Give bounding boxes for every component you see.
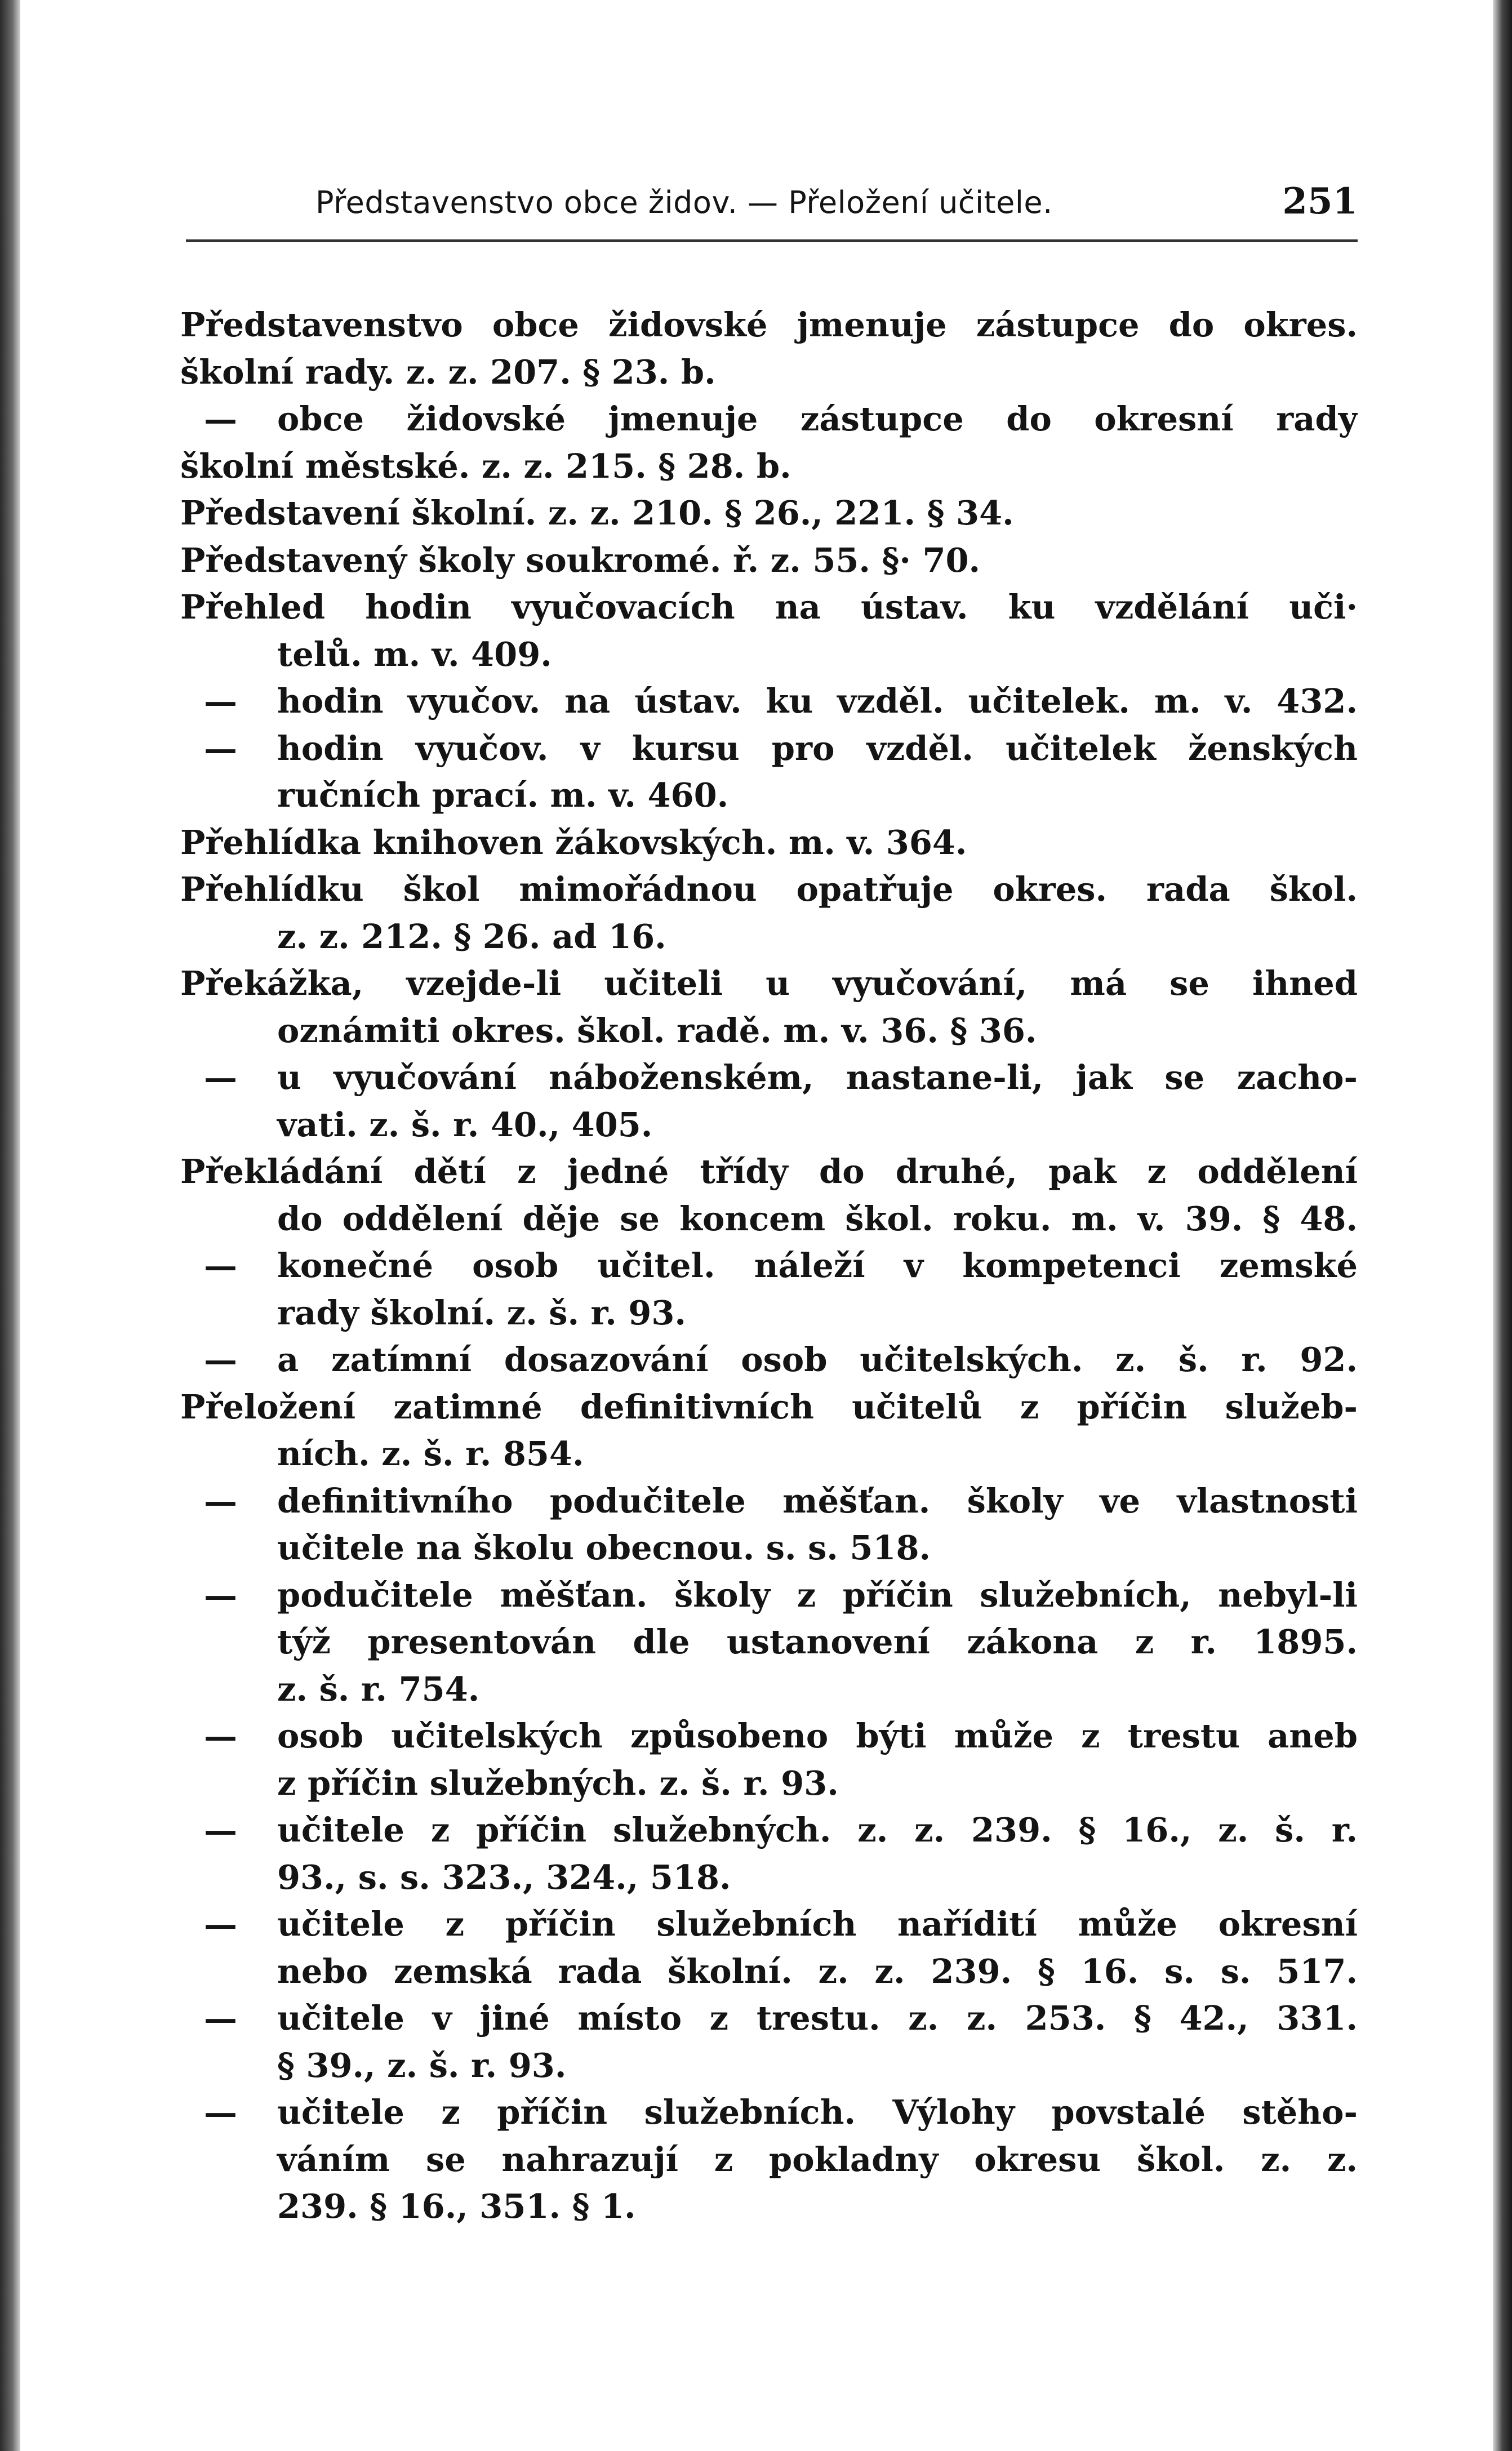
line-text: váním se nahrazují z pokladny okresu škol. z. z.	[277, 2139, 1358, 2179]
line-text: hodin vyučov. v kursu pro vzděl. učitelek ženských	[277, 728, 1358, 768]
line-text: § 39., z. š. r. 93.	[277, 2045, 567, 2085]
scan-edge-right	[1493, 0, 1512, 2451]
line-text: u vyučování náboženském, nastane-li, jak se zacho-	[277, 1058, 1358, 1097]
entry-line	[180, 301, 1358, 349]
subentry-line	[180, 678, 1358, 725]
subentry-line	[180, 395, 1358, 443]
line-text: týž presentován dle ustanovení zákona z r. 1895.	[277, 1622, 1358, 1661]
subentry-line	[180, 1712, 1358, 1760]
subentry-line	[180, 1572, 1358, 1619]
em-dash-marker	[180, 1712, 277, 1760]
em-dash-marker	[180, 1995, 277, 2042]
em-dash-marker	[180, 678, 277, 725]
entry-line	[180, 960, 1358, 1007]
line-text: Přeložení zatimné definitivních učitelů z příčin služeb-	[180, 1387, 1358, 1426]
em-dash-marker	[180, 1807, 277, 1854]
line-text: do oddělení děje se koncem škol. roku. m. v. 39. § 48.	[277, 1199, 1358, 1238]
continuation-line	[180, 1524, 1358, 1572]
entry-line	[180, 1148, 1358, 1195]
line-text: ručních prací. m. v. 460.	[277, 776, 729, 815]
line-text: učitele na školu obecnou. s. s. 518.	[277, 1528, 931, 1567]
continuation-line	[180, 913, 1358, 960]
line-text: rady školní. z. š. r. 93.	[277, 1293, 686, 1332]
line-text: podučitele měšťan. školy z příčin služebních, nebyl-li	[277, 1575, 1358, 1614]
line-text: vati. z. š. r. 40., 405.	[277, 1105, 653, 1144]
em-dash-marker	[180, 1478, 277, 1525]
line-text: Přehled hodin vyučovacích na ústav. ku vzdělání uči·	[180, 588, 1358, 626]
continuation-line	[180, 1618, 1358, 1666]
line-text: a zatímní dosazování osob učitelských. z. š. r. 92.	[277, 1340, 1358, 1379]
entry-line	[180, 349, 1358, 396]
entry-line	[180, 537, 1358, 584]
line-text: z. š. r. 754.	[277, 1669, 480, 1709]
continuation-line	[180, 772, 1358, 819]
line-text: ních. z. š. r. 854.	[277, 1434, 584, 1473]
continuation-line	[180, 1195, 1358, 1243]
em-dash-marker	[180, 1242, 277, 1289]
subentry-line	[180, 1807, 1358, 1854]
em-dash-marker	[180, 2089, 277, 2136]
continuation-line	[180, 2042, 1358, 2089]
subentry-line	[180, 1242, 1358, 1289]
line-text: Představený školy soukromé. ř. z. 55. §· 70.	[180, 540, 981, 580]
line-text: Přehlídku škol mimořádnou opatřuje okres. rada škol.	[180, 870, 1358, 909]
em-dash-marker	[180, 1336, 277, 1384]
line-text: nebo zemská rada školní. z. z. 239. § 16. s. s. 517.	[277, 1951, 1358, 1991]
line-text: konečné osob učitel. náleží v kompetenci zemské	[277, 1246, 1358, 1285]
scan-edge-left	[0, 0, 20, 2451]
continuation-line	[180, 1760, 1358, 1807]
line-text: učitele z příčin služebních nařídití může okresní	[277, 1905, 1358, 1943]
continuation-line	[180, 1007, 1358, 1055]
subentry-line	[180, 2089, 1358, 2136]
page-number: 251	[1282, 180, 1358, 223]
line-text: Překážka, vzejde-li učiteli u vyučování, má se ihned	[180, 964, 1358, 1003]
running-head: Představenstvo obce židov. — Přeložení učitele.	[315, 185, 1053, 220]
continuation-line	[180, 1948, 1358, 1995]
line-text: definitivního podučitele měšťan. školy ve vlastnosti	[277, 1481, 1358, 1520]
line-text: Představení školní. z. z. 210. § 26., 221. § 34.	[180, 493, 1014, 532]
line-text: hodin vyučov. na ústav. ku vzděl. učitelek. m. v. 432.	[277, 682, 1358, 720]
line-text: školní městské. z. z. 215. § 28. b.	[180, 446, 791, 486]
subentry-line	[180, 1901, 1358, 1948]
em-dash-marker	[180, 1901, 277, 1948]
line-text: 239. § 16., 351. § 1.	[277, 2187, 636, 2226]
line-text: z. z. 212. § 26. ad 16.	[277, 917, 666, 956]
entry-line	[180, 866, 1358, 913]
continuation-line	[180, 1289, 1358, 1337]
continuation-line	[180, 1430, 1358, 1478]
entry-line	[180, 1384, 1358, 1431]
line-text: učitele v jiné místo z trestu. z. z. 253. § 42., 331.	[277, 1999, 1358, 2038]
line-text: telů. m. v. 409.	[277, 634, 552, 674]
line-text: oznámiti okres. škol. radě. m. v. 36. § 36.	[277, 1011, 1037, 1050]
continuation-line	[180, 1666, 1358, 1713]
page-header	[315, 180, 1358, 231]
continuation-line	[180, 1101, 1358, 1149]
entry-line	[180, 584, 1358, 631]
line-text: učitele z příčin služebních. Výlohy povstalé stěho-	[277, 2093, 1358, 2132]
line-text: Přehlídka knihoven žákovských. m. v. 364.	[180, 822, 967, 862]
subentry-line	[180, 1336, 1358, 1384]
continuation-line	[180, 2183, 1358, 2230]
line-text: Překládání dětí z jedné třídy do druhé, pak z oddělení	[180, 1152, 1358, 1191]
em-dash-marker	[180, 725, 277, 772]
line-text: 93., s. s. 323., 324., 518.	[277, 1857, 731, 1897]
subentry-line	[180, 1995, 1358, 2042]
entry-line	[180, 443, 1358, 490]
continuation-line	[180, 2136, 1358, 2183]
line-text: učitele z příčin služebných. z. z. 239. § 16., z. š. r.	[277, 1811, 1358, 1849]
em-dash-marker	[180, 395, 277, 443]
continuation-line	[180, 631, 1358, 678]
header-rule	[186, 239, 1358, 242]
subentry-line	[180, 725, 1358, 772]
line-text: školní rady. z. z. 207. § 23. b.	[180, 352, 716, 392]
line-text: osob učitelských způsobeno býti může z trestu aneb	[277, 1716, 1358, 1755]
line-text: z příčin služebných. z. š. r. 93.	[277, 1763, 839, 1803]
entry-line	[180, 819, 1358, 866]
line-text: Představenstvo obce židovské jmenuje zástupce do okres.	[180, 305, 1358, 344]
continuation-line	[180, 1854, 1358, 1901]
subentry-line	[180, 1478, 1358, 1525]
line-text: obce židovské jmenuje zástupce do okresní rady	[277, 399, 1358, 438]
entry-line	[180, 490, 1358, 537]
em-dash-marker	[180, 1572, 277, 1619]
index-entries	[180, 301, 1358, 2230]
subentry-line	[180, 1054, 1358, 1101]
em-dash-marker	[180, 1054, 277, 1101]
